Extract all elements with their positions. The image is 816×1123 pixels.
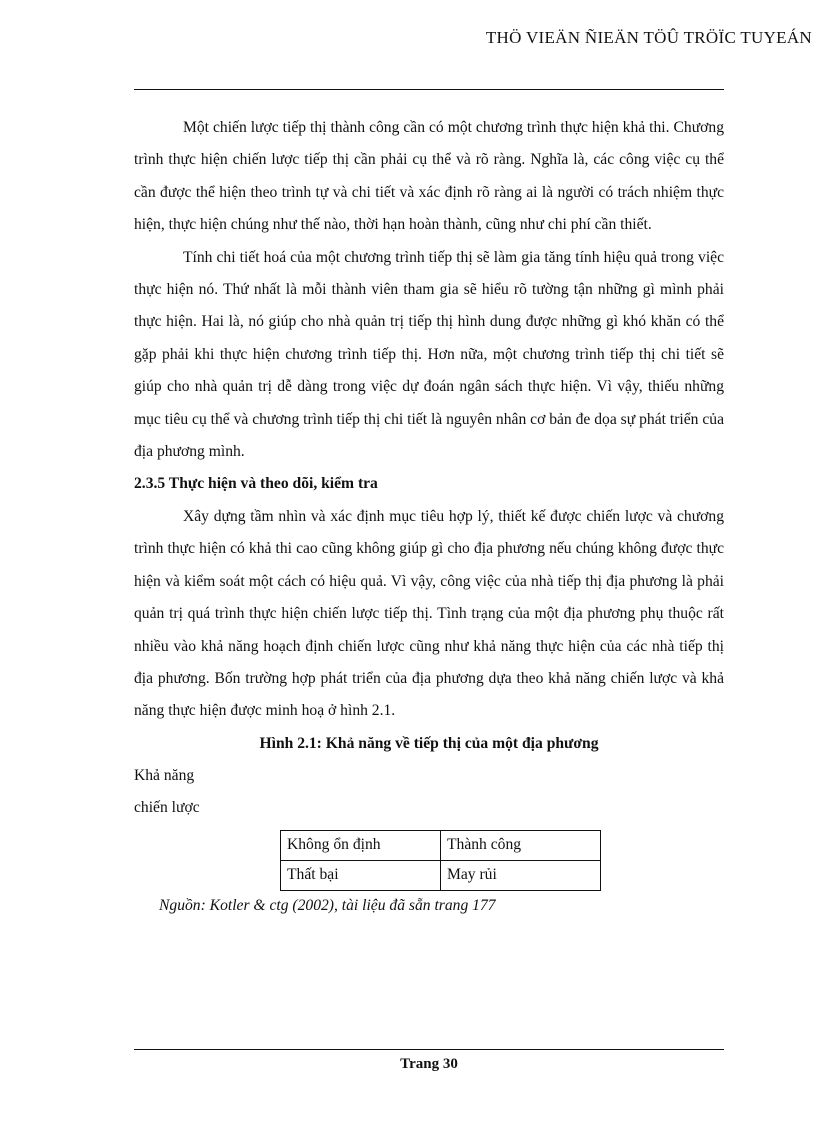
matrix-row (281, 830, 601, 860)
header-title: THÖ VIEÄN ÑIEÄN TÖÛ TRÖÏC TUYEÁN (485, 28, 812, 47)
paragraph-1: Một chiến lược tiếp thị thành công cần có một chương trình thực hiện khả thi. Chương trình thực hiện chiến lược tiếp thị cần phải cụ thể và rõ ràng. Nghĩa là, các công việc cụ thể cần được thể hiện theo trình tự và chi tiết và xác định rõ ràng ai là người có trách nhiệm thực hiện, thực hiện chúng như thế nào, thời hạn hoàn thành, cũng như chi phí cần thiết. (134, 119, 724, 234)
matrix-cell-luck: May rủi (441, 860, 601, 890)
matrix-cell-success: Thành công (441, 830, 601, 860)
axis-label-line-1: Khả năng (134, 766, 195, 784)
figure-source: Nguồn: Kotler & ctg (2002), tài liệu đã sẵn trang 177 (159, 896, 496, 914)
paragraph-2: Tính chi tiết hoá của một chương trình tiếp thị sẽ làm gia tăng tính hiệu quả trong việc thực hiện nó. Thứ nhất là mỗi thành viên tham gia sẽ hiểu rõ tường tận những gì mình phải thực hiện. Hai là, nó giúp cho nhà quản trị tiếp thị hình dung được những gì khó khăn có thể gặp phải khi thực hiện chương trình tiếp thị. Hơn nữa, một chương trình tiếp thị chi tiết sẽ giúp cho nhà quản trị dễ dàng trong việc dự đoán ngân sách thực hiện. Vì vậy, thiếu những mục tiêu cụ thể và chương trình tiếp thị chi tiết là nguyên nhân cơ bản đe dọa sự phát triển của địa phương mình. (134, 248, 724, 461)
axis-label-line-2: chiến lược (134, 798, 200, 816)
page-body (134, 112, 724, 921)
header-rule (134, 89, 724, 90)
matrix-row (281, 860, 601, 890)
section-paragraph: Xây dựng tầm nhìn và xác định mục tiêu hợp lý, thiết kế được chiến lược và chương trình thực hiện có khả thi cao cũng không giúp gì cho địa phương nếu chúng không được thực hiện và kiểm soát một cách có hiệu quả. Vì vậy, công việc của nhà tiếp thị địa phương là phải quản trị quá trình thực hiện chiến lược tiếp thị. Tình trạng của một địa phương phụ thuộc rất nhiều vào khả năng hoạch định chiến lược cũng như khả năng thực hiện của các nhà tiếp thị địa phương. Bốn trường hợp phát triển của địa phương dựa theo khả năng chiến lược và khả năng thực hiện được minh hoạ ở hình 2.1. (134, 507, 724, 720)
figure-caption: Hình 2.1: Khả năng về tiếp thị của một địa phương (259, 734, 599, 752)
matrix-cell-failure: Thất bại (281, 860, 441, 890)
matrix-cell-unstable: Không ổn định (281, 830, 441, 860)
page-number: Trang 30 (400, 1056, 458, 1072)
section-heading: 2.3.5 Thực hiện và theo dõi, kiểm tra (134, 475, 378, 493)
footer-rule (134, 1049, 724, 1050)
capability-matrix (280, 830, 601, 891)
